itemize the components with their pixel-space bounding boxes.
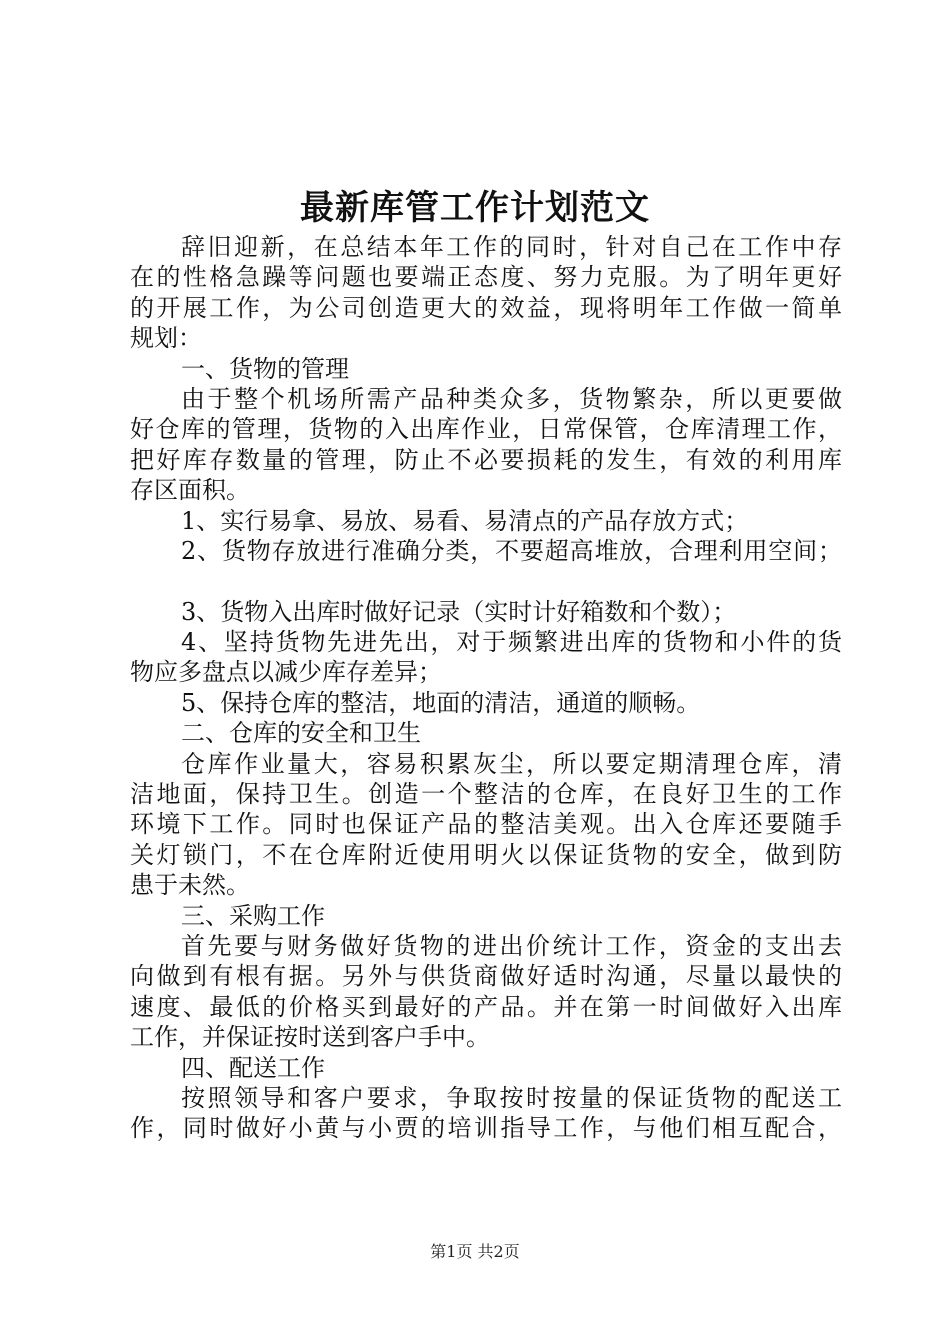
section-heading: 二、仓库的安全和卫生 <box>181 719 421 748</box>
section-heading: 一、货物的管理 <box>181 354 349 383</box>
paragraph-line: 关灯锁门，不在仓库附近使用明火以保证货物的安全，做到防 <box>130 840 842 869</box>
paragraph-line: 洁地面，保持卫生。创造一个整洁的仓库，在良好卫生的工作 <box>130 780 842 809</box>
paragraph-line: 由于整个机场所需产品种类众多，货物繁杂，所以更要做 <box>181 384 842 413</box>
paragraph-line: 的开展工作，为公司创造更大的效益，现将明年工作做一简单 <box>130 293 842 322</box>
document-body <box>130 232 842 1144</box>
list-item: 3、货物入出库时做好记录（实时计好箱数和个数）； <box>181 597 737 626</box>
page-footer: 第1页 共2页 <box>430 1242 520 1261</box>
paragraph-line: 向做到有根有据。另外与供货商做好适时沟通，尽量以最快的 <box>130 962 842 991</box>
paragraph-line: 按照领导和客户要求，争取按时按量的保证货物的配送工 <box>181 1083 842 1112</box>
paragraph-line: 把好库存数量的管理，防止不必要损耗的发生，有效的利用库 <box>130 445 842 474</box>
blank-line <box>130 566 842 596</box>
paragraph-line: 首先要与财务做好货物的进出价统计工作，资金的支出去 <box>181 931 842 960</box>
paragraph-line: 辞旧迎新，在总结本年工作的同时，针对自己在工作中存 <box>181 233 842 261</box>
paragraph-line: 在的性格急躁等问题也要端正态度、努力克服。为了明年更好 <box>130 263 842 292</box>
list-item: 4、坚持货物先进先出，对于频繁进出库的货物和小件的货 <box>181 628 842 657</box>
paragraph-line: 速度、最低的价格买到最好的产品。并在第一时间做好入出库 <box>130 992 842 1021</box>
list-item: 1、实行易拿、易放、易看、易清点的产品存放方式； <box>181 506 749 535</box>
paragraph-line: 存区面积。 <box>130 476 250 505</box>
paragraph-line: 规划： <box>130 324 202 353</box>
list-item: 物应多盘点以减少库存差异； <box>130 658 442 687</box>
list-item: 5、保持仓库的整洁，地面的清洁，通道的顺畅。 <box>181 688 701 717</box>
paragraph-line: 患于未然。 <box>130 871 250 900</box>
section-heading: 四、配送工作 <box>181 1053 325 1082</box>
paragraph-line: 仓库作业量大，容易积累灰尘，所以要定期清理仓库，清 <box>181 749 842 778</box>
paragraph-line: 好仓库的管理，货物的入出库作业，日常保管，仓库清理工作， <box>130 415 842 444</box>
list-item: 2、货物存放进行准确分类，不要超高堆放，合理利用空间； <box>181 536 842 565</box>
section-heading: 三、采购工作 <box>181 901 325 930</box>
paragraph-line: 作，同时做好小黄与小贾的培训指导工作，与他们相互配合， <box>130 1114 842 1143</box>
document-title: 最新库管工作计划范文 <box>300 188 650 228</box>
paragraph-line: 工作，并保证按时送到客户手中。 <box>130 1023 490 1052</box>
paragraph-line: 环境下工作。同时也保证产品的整洁美观。出入仓库还要随手 <box>130 810 842 839</box>
